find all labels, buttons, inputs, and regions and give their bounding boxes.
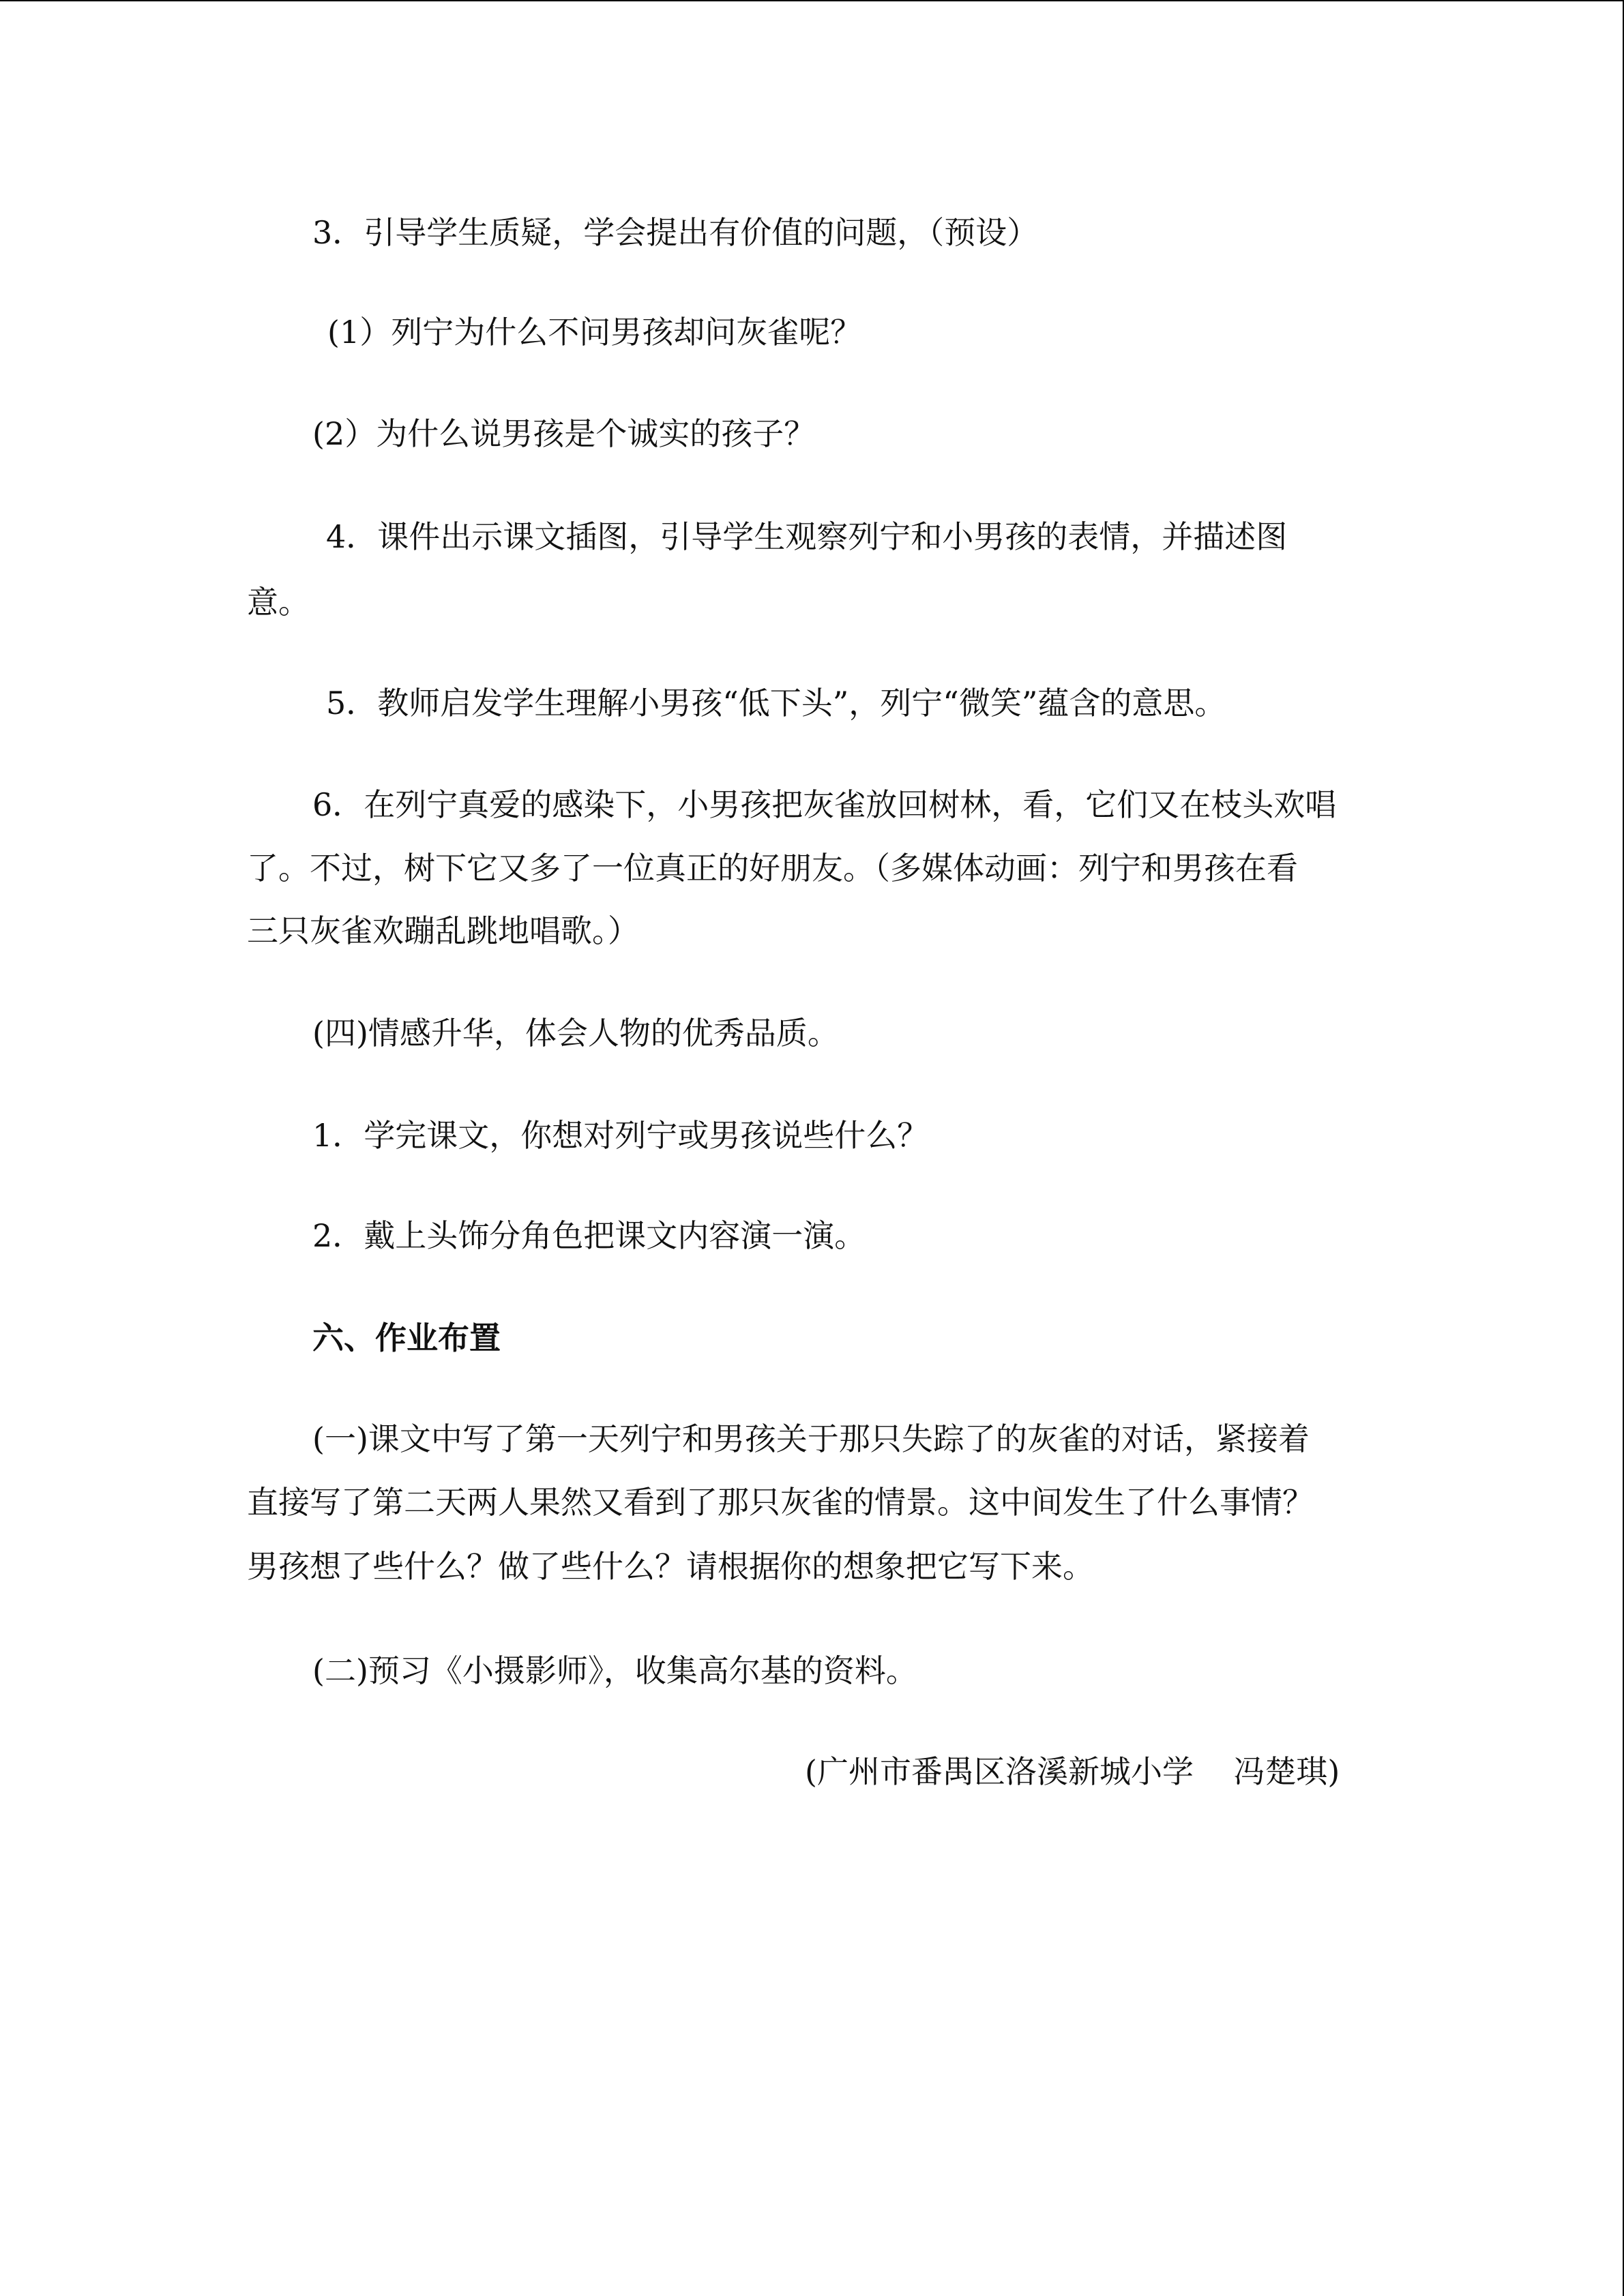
item-3-text: 3．引导学生质疑，学会提出有价值的问题，（预设） <box>312 214 1039 251</box>
section-4-item-2: 2．戴上头饰分角色把课文内容演一演。 <box>312 1217 866 1254</box>
section-4-heading: (四)情感升华，体会人物的优秀品质。 <box>312 1015 839 1052</box>
homework-1-line-1: (一)课文中写了第一天列宁和男孩关于那只失踪了的灰雀的对话，紧接着 <box>312 1420 1310 1457</box>
question-2-text: (2）为什么说男孩是个诚实的孩子？ <box>312 415 816 452</box>
item-6-text-line-3: 三只灰雀欢蹦乱跳地唱歌。） <box>247 912 639 949</box>
item-6-text-line-1: 6．在列宁真爱的感染下，小男孩把灰雀放回树林，看，它们又在枝头欢唱 <box>312 786 1337 823</box>
item-4-text-line-1: 4．课件出示课文插图，引导学生观察列宁和小男孩的表情，并描述图 <box>326 518 1288 555</box>
author-signature: (广州市番禺区洛溪新城小学 冯楚琪) <box>805 1753 1340 1790</box>
homework-2-text: (二)预习《小摄影师》，收集高尔基的资料。 <box>312 1652 917 1689</box>
item-6-text-line-2: 了。不过，树下它又多了一位真正的好朋友。（多媒体动画：列宁和男孩在看 <box>247 850 1298 886</box>
item-5-text: 5．教师启发学生理解小男孩“低下头”，列宁“微笑”蕴含的意思。 <box>326 685 1226 721</box>
section-6-heading: 六、作业布置 <box>312 1320 501 1356</box>
question-1-text: (1）列宁为什么不问男孩却问灰雀呢？ <box>327 314 862 351</box>
homework-1-line-2: 直接写了第二天两人果然又看到了那只灰雀的情景。这中间发生了什么事情？ <box>247 1484 1314 1521</box>
homework-1-line-3: 男孩想了些什么？做了些什么？请根据你的想象把它写下来。 <box>247 1548 1094 1585</box>
item-4-text-line-2: 意。 <box>247 584 310 621</box>
section-4-item-1: 1．学完课文，你想对列宁或男孩说些什么？ <box>312 1117 929 1154</box>
